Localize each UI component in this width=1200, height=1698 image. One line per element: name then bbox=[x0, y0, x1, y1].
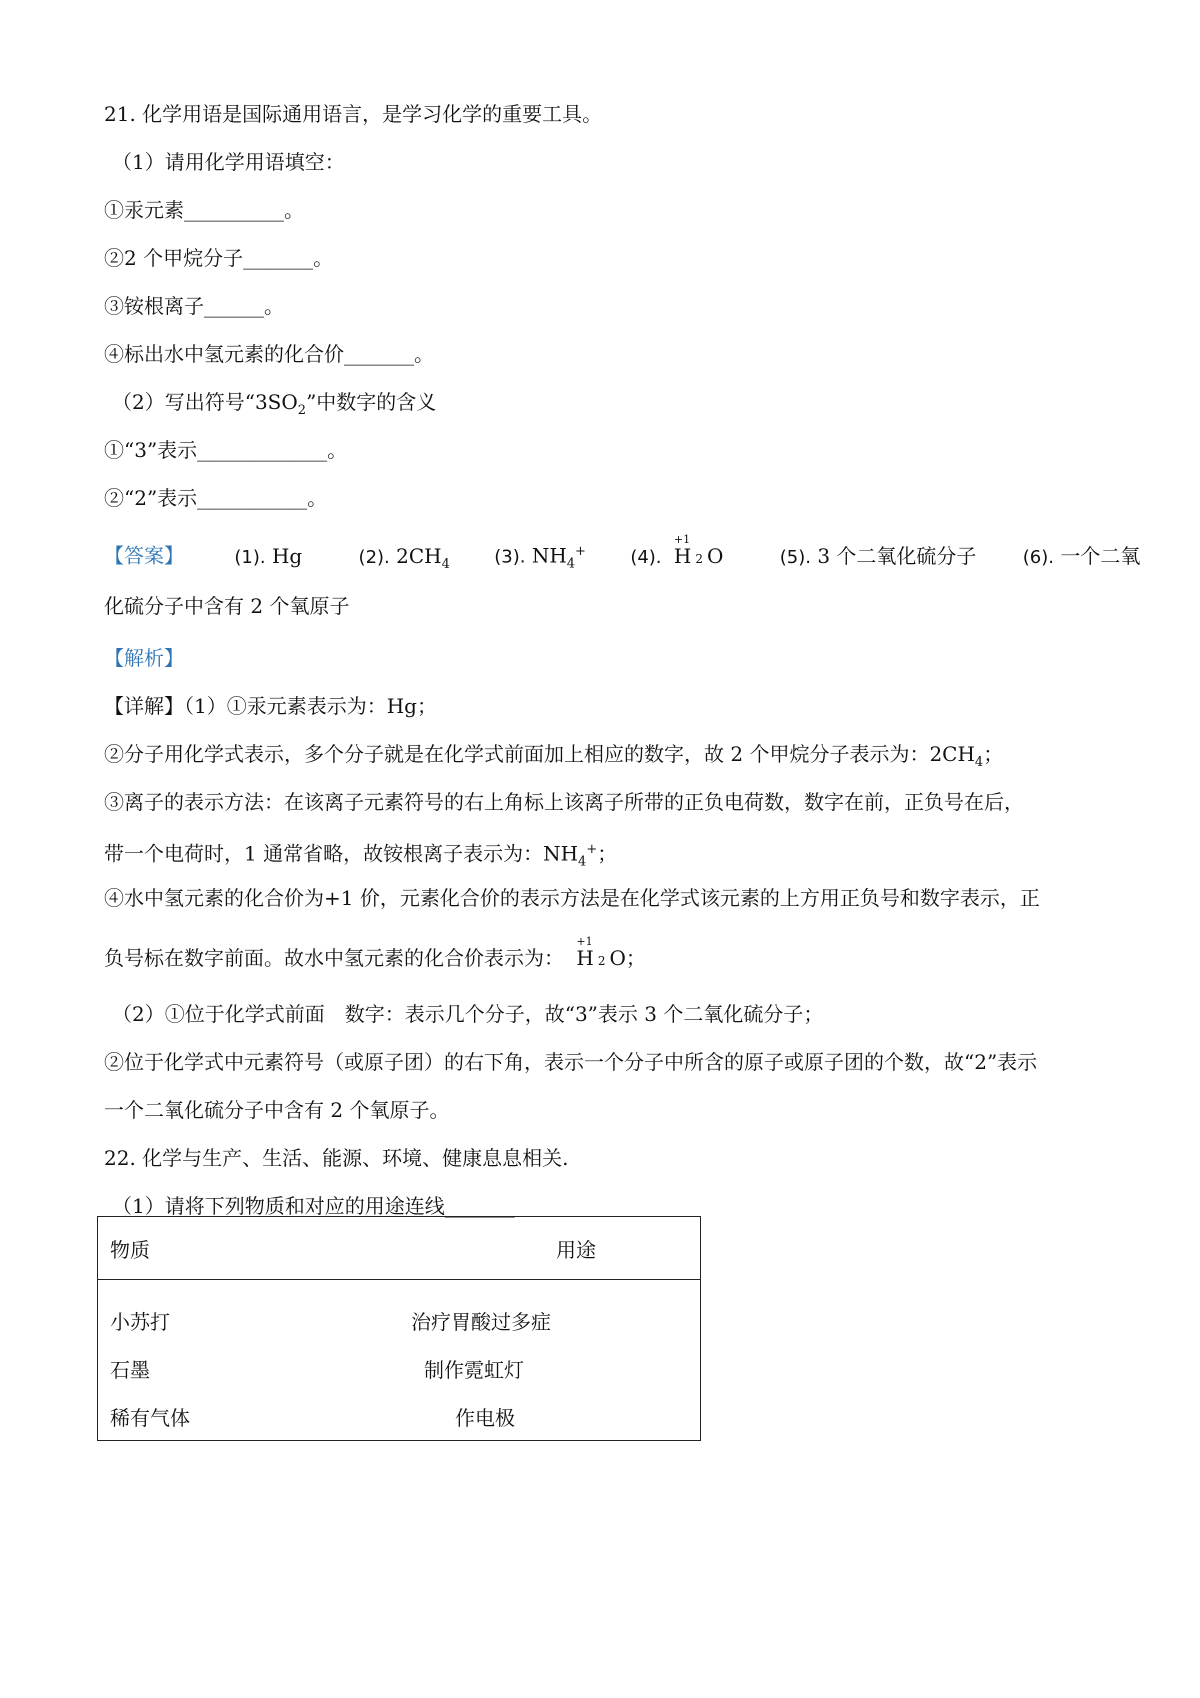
substance-3: 稀有气体 bbox=[110, 1406, 190, 1430]
substance-1: 小苏打 bbox=[110, 1310, 170, 1334]
q21-part1: （1）请用化学用语填空： bbox=[112, 150, 345, 174]
detail-line-4: 带一个电荷时，1 通常省略，故铵根离子表示为：$NH_4^+$； bbox=[104, 841, 618, 870]
q22-part1: （1）请将下列物质和对应的用途连线_______ bbox=[112, 1194, 515, 1218]
detail-line-7: （2）①位于化学式前面 数字：表示几个分子，故“3”表示 3 个二氧化硫分子； bbox=[112, 1002, 824, 1026]
matching-table bbox=[97, 1216, 701, 1441]
analysis-tag: 【解析】 bbox=[104, 646, 184, 670]
answer-3: (3). $NH_4^+$ bbox=[494, 543, 586, 572]
use-1: 治疗胃酸过多症 bbox=[411, 1310, 551, 1334]
substance-2: 石墨 bbox=[110, 1358, 150, 1382]
answer-tag: 【答案】 bbox=[104, 543, 184, 568]
detail-line-9: 一个二氧化硫分子中含有 2 个氧原子。 bbox=[104, 1098, 450, 1122]
q21-subitem-2: ②“2”表示___________。 bbox=[104, 486, 328, 510]
q22-stem: 22. 化学与生产、生活、能源、环境、健康息息相关. bbox=[104, 1146, 569, 1170]
answer-1: (1). Hg bbox=[234, 543, 303, 568]
q21-item-3: ③铵根离子______。 bbox=[104, 294, 284, 318]
q21-subitem-1: ①“3”表示_____________。 bbox=[104, 438, 348, 462]
valence-formula: +1 H 2 O bbox=[673, 532, 724, 568]
table-body bbox=[98, 1280, 701, 1441]
substance-list bbox=[110, 1298, 190, 1442]
q21-part2-pre: （2）写出符号“3SO bbox=[112, 390, 298, 414]
q21-item-4: ④标出水中氢元素的化合价_______。 bbox=[104, 342, 434, 366]
q21-item-2: ②2 个甲烷分子_______。 bbox=[104, 246, 334, 270]
use-3: 作电极 bbox=[455, 1406, 515, 1430]
valence-formula-detail: +1 H 2 O bbox=[576, 935, 626, 970]
answer-6-cont: 化硫分子中含有 2 个氧原子 bbox=[104, 594, 350, 618]
answer-5: (5). 3 个二氧化硫分子 bbox=[779, 543, 977, 568]
q21-item-1: ①汞元素__________。 bbox=[104, 198, 304, 222]
detail-line-6: 负号标在数字前面。故水中氢元素的化合价表示为： +1 H 2 O； bbox=[104, 944, 646, 975]
detail-line-8: ②位于化学式中元素符号（或原子团）的右下角，表示一个分子中所含的原子或原子团的个数，故“2”表示 bbox=[104, 1050, 1038, 1074]
answer-6: (6). 一个二氧 bbox=[1022, 543, 1141, 568]
answer-2: (2). $2CH_4$ bbox=[358, 543, 450, 572]
detail-line-2: ②分子用化学式表示，多个分子就是在化学式前面加上相应的数字，故 2 个甲烷分子表示为：$2CH_4$； bbox=[104, 742, 1004, 770]
detail-line-5: ④水中氢元素的化合价为+1 价，元素化合价的表示方法是在化学式该元素的上方用正负号和数字表示，正 bbox=[104, 886, 1040, 910]
answer-line bbox=[104, 532, 1141, 579]
detail-line-1: 【详解】（1）①汞元素表示为：Hg； bbox=[104, 694, 437, 718]
q21-stem: 21. 化学用语是国际通用语言，是学习化学的重要工具。 bbox=[104, 102, 603, 126]
q21-part2-sub: 2 bbox=[297, 403, 307, 418]
answer-4: (4). +1 H 2 O bbox=[630, 542, 723, 573]
q21-part2-post: ”中数字的含义 bbox=[306, 390, 437, 414]
use-2: 制作霓虹灯 bbox=[424, 1358, 524, 1382]
table-header-substance: 物质 bbox=[98, 1217, 411, 1280]
table-header-use: 用途 bbox=[410, 1217, 701, 1280]
detail-line-3: ③离子的表示方法：在该离子元素符号的右上角标上该离子所带的正负电荷数，数字在前，正负号在后， bbox=[104, 790, 1024, 814]
q21-part2 bbox=[112, 388, 436, 425]
